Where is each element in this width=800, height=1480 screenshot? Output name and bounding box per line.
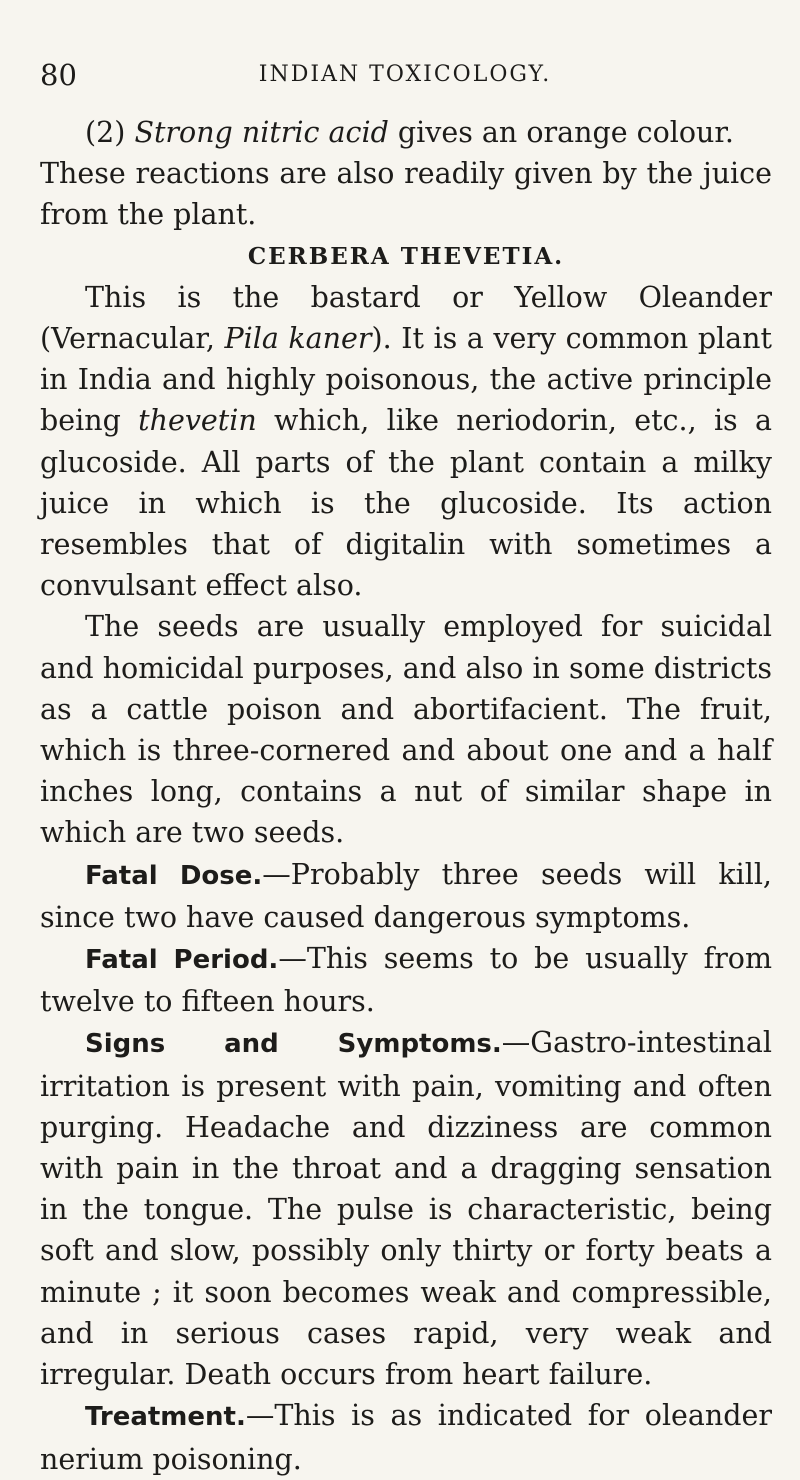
paragraph-seeds: The seeds are usually employed for suicidal and homicidal purposes, and also in some districts as a cattle poison and abortifacient. The fruit, which is three-cornered and about one and a half inches long, contains a nut of similar shape in which are two seeds. (40, 610, 772, 850)
paragraph-nitric-acid: (2) Strong nitric acid gives an orange colour. (85, 116, 734, 149)
fatal-period-heading: Fatal Period. (85, 945, 279, 976)
page-body (40, 112, 772, 1480)
section-title: CERBERA THEVETIA. (247, 242, 565, 270)
paragraph-treatment: Treatment.—This is as indicated for oleander nerium poisoning. (40, 1399, 772, 1476)
page-number: 80 (40, 58, 77, 92)
paragraph-reactions: These reactions are also readily given by the juice from the plant. (40, 157, 772, 232)
paragraph-description: This is the bastard or Yellow Oleander (Vernacular, Pila kaner). It is a very common plant in India and highly poisonous, the active principle being thevetin which, like neriodorin, etc., is a glucoside. All parts of the plant contain a milky juice in which is the glucoside. Its action resembles that of digitalin with sometimes a convulsant effect also. (40, 280, 772, 603)
paragraph-signs: Signs and Symptoms.—Gastro-intestinal irritation is present with pain, vomiting and often purging. Headache and dizziness are common with pain in the throat and a dragging sensation in the tongue. The pulse is characteristic, being soft and slow, possibly only thirty or forty beats a minute ; it soon becomes weak and compressible, and in serious cases rapid, very weak and irregular. Death occurs from heart failure. (40, 1026, 772, 1392)
running-head: INDIAN TOXICOLOGY. (258, 62, 552, 87)
paragraph-fatal-period: Fatal Period.—This seems to be usually from twelve to fifteen hours. (40, 942, 772, 1019)
paragraph-fatal-dose: Fatal Dose.—Probably three seeds will kill, since two have caused dangerous symptoms. (40, 857, 772, 934)
treatment-heading: Treatment. (85, 1402, 246, 1433)
fatal-dose-heading: Fatal Dose. (85, 860, 263, 891)
page-header (40, 58, 770, 94)
signs-heading: Signs and Symptoms. (85, 1029, 502, 1060)
